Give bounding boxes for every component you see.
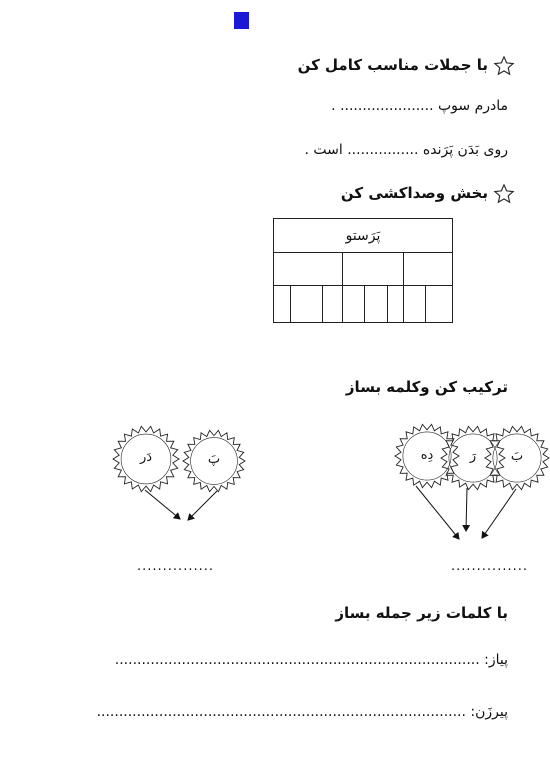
arrow: [466, 488, 467, 531]
table-cell: [404, 253, 453, 286]
table-cell: [426, 286, 453, 323]
answer-blank-right: ...............: [451, 559, 528, 574]
arrow: [482, 489, 516, 538]
star-outline-icon: [493, 55, 515, 77]
sentence-item-2: پیرزَن: ...................................................................................: [96, 704, 508, 720]
section4-heading: با کلمات زیر جمله بساز: [335, 604, 508, 622]
blue-marker: [234, 12, 249, 29]
table-cell: [343, 286, 365, 323]
arrow: [145, 490, 180, 519]
table-cell: [274, 286, 291, 323]
table-cell: [291, 286, 323, 323]
syllable-table: [273, 218, 453, 323]
table-cell: [365, 286, 388, 323]
syllable-label: بَ: [510, 449, 524, 464]
table-cell: [404, 286, 426, 323]
fill-sentence-1: مادرم سوپ ..................... .: [331, 98, 508, 114]
answer-blank-left: ...............: [137, 559, 214, 574]
arrow: [416, 486, 459, 539]
arrow: [188, 491, 217, 520]
table-cell: [323, 286, 343, 323]
section1-heading: با جملات مناسب کامل کن: [297, 56, 488, 74]
star-outline-icon: [493, 183, 515, 205]
section2-heading: بخش وصداکشی کن: [340, 184, 488, 202]
table-cell: [343, 253, 404, 286]
sentence-item-1: پیاز: ..................................................................................: [114, 652, 508, 668]
syllable-label: پَ: [207, 452, 221, 467]
table-cell: [274, 253, 343, 286]
table-word: پَرَستو: [274, 219, 453, 253]
syllable-label: دَر: [139, 450, 153, 465]
syllable-label: رَ: [469, 449, 477, 464]
syllable-label: دِه: [420, 448, 434, 463]
section3-heading: ترکیب کن وکلمه بساز: [345, 378, 508, 396]
table-cell: [388, 286, 404, 323]
fill-sentence-2: روی بَدَن پَرَنده ................ است .: [304, 142, 508, 158]
